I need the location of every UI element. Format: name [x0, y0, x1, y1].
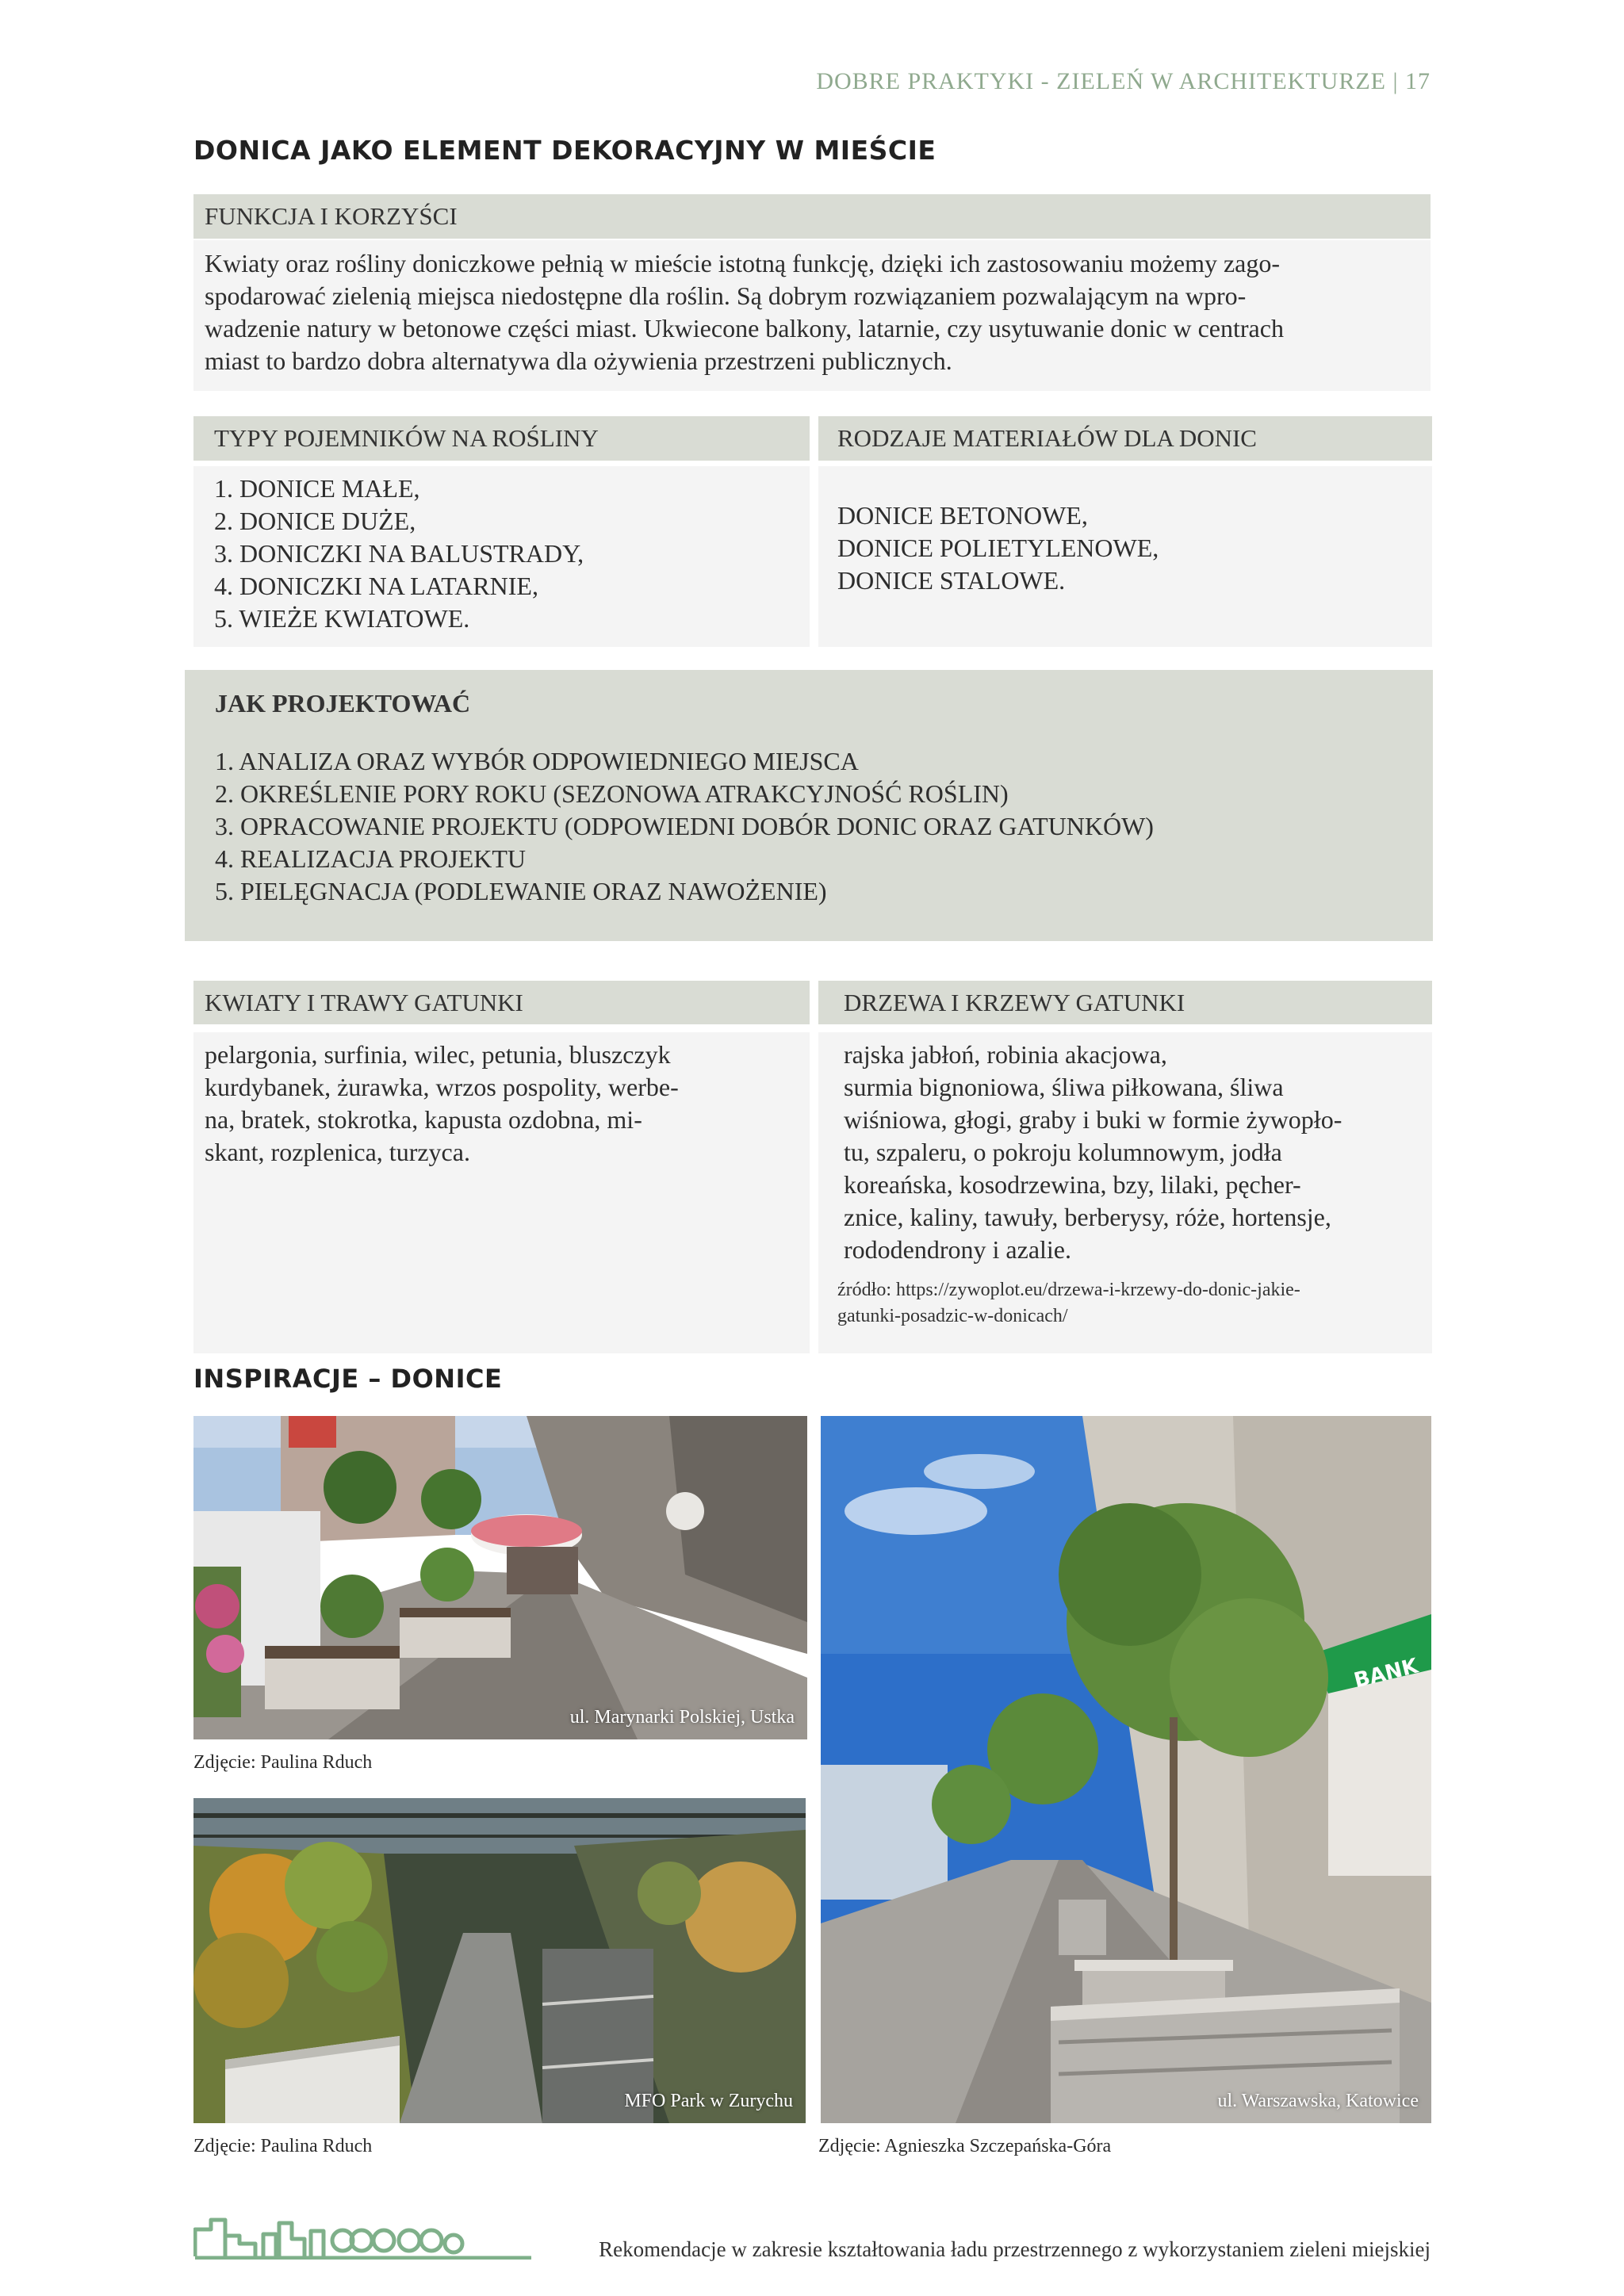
list-item: 5. PIELĘGNACJA (PODLEWANIE ORAZ NAWOŻENIE)	[215, 877, 827, 905]
list-item: 4. DONICZKI NA LATARNIE,	[214, 572, 538, 600]
containers-box	[193, 466, 810, 647]
katowice-image	[821, 1416, 1431, 2123]
function-box	[193, 240, 1431, 391]
trees-line: rododendrony i azalie.	[844, 1235, 1071, 1264]
list-item: DONICE BETONOWE,	[837, 501, 1088, 530]
function-heading-text: FUNKCJA I KORZYŚCI	[205, 202, 458, 230]
flowers-heading-text: KWIATY I TRAWY GATUNKI	[205, 988, 523, 1016]
flowers-box	[193, 1032, 810, 1353]
list-item: 3. DONICZKI NA BALUSTRADY,	[214, 539, 584, 568]
flowers-line: skant, rozplenica, turzyca.	[205, 1138, 470, 1166]
list-item: 2. OKREŚLENIE PORY ROKU (SEZONOWA ATRAKCYJNOŚĆ ROŚLIN)	[215, 779, 1009, 808]
park-image	[193, 1798, 806, 2123]
source-line: źródło: https://zywoplot.eu/drzewa-i-krzewy-do-donic-jakie-	[837, 1280, 1300, 1300]
trees-box	[818, 1032, 1432, 1353]
containers-heading-text: TYPY POJEMNIKÓW NA ROŚLINY	[214, 424, 599, 452]
materials-heading-text: RODZAJE MATERIAŁÓW DLA DONIC	[837, 424, 1257, 452]
list-item: 2. DONICE DUŻE,	[214, 507, 416, 535]
bank-sign-text: BANK	[1351, 1654, 1421, 1693]
footer-logo	[193, 2212, 533, 2260]
street-image	[193, 1416, 807, 1739]
function-line: miast to bardzo dobra alternatywa dla ożywienia przestrzeni publicznych.	[205, 346, 952, 375]
trees-line: wiśniowa, głogi, graby i buki w formie żywopło-	[844, 1105, 1342, 1134]
photo-katowice	[821, 1416, 1431, 2123]
photo-credit: Zdjęcie: Agnieszka Szczepańska-Góra	[818, 2136, 1112, 2156]
flowers-line: na, bratek, stokrotka, kapusta ozdobna, mi-	[205, 1105, 642, 1134]
photo-caption: ul. Warszawska, Katowice	[1217, 2091, 1419, 2111]
trees-line: rajska jabłoń, robinia akacjowa,	[844, 1040, 1167, 1069]
photo-mfo-park	[193, 1798, 806, 2123]
function-heading	[193, 194, 1431, 239]
function-line: wadzenie natury w betonowe części miast. Ukwiecone balkony, latarnie, czy usytuwanie donic w centrach	[205, 314, 1284, 342]
source-line: gatunki-posadzic-w-donicach/	[837, 1306, 1068, 1326]
flowers-heading	[193, 981, 810, 1024]
design-box	[185, 670, 1433, 941]
photo-credit: Zdjęcie: Paulina Rduch	[193, 1752, 373, 1773]
skyline-trees-icon	[193, 2212, 533, 2260]
containers-heading	[193, 416, 810, 461]
trees-line: koreańska, kosodrzewina, bzy, lilaki, pęcher-	[844, 1170, 1301, 1199]
list-item: 3. OPRACOWANIE PROJEKTU (ODPOWIEDNI DOBÓR DONIC ORAZ GATUNKÓW)	[215, 812, 1154, 840]
photo-caption: ul. Marynarki Polskiej, Ustka	[569, 1707, 795, 1728]
photo-caption: MFO Park w Zurychu	[624, 2091, 793, 2111]
design-heading: JAK PROJEKTOWAĆ	[215, 689, 471, 718]
running-header: DOBRE PRAKTYKI - ZIELEŃ W ARCHITEKTURZE | 17	[816, 68, 1431, 94]
flowers-line: pelargonia, surfinia, wilec, petunia, bluszczyk	[205, 1040, 671, 1069]
materials-heading	[818, 416, 1432, 461]
list-item: 5. WIEŻE KWIATOWE.	[214, 604, 470, 633]
footer-text: Rekomendacje w zakresie kształtowania ładu przestrzennego z wykorzystaniem zieleni miejskiej	[599, 2237, 1431, 2261]
photo-ustka	[193, 1416, 807, 1739]
materials-box	[818, 466, 1432, 647]
inspirations-heading: INSPIRACJE – DONICE	[193, 1364, 503, 1394]
trees-line: surmia bignoniowa, śliwa piłkowana, śliwa	[844, 1073, 1284, 1101]
trees-heading-text: DRZEWA I KRZEWY GATUNKI	[844, 988, 1185, 1016]
list-item: 1. DONICE MAŁE,	[214, 474, 420, 503]
page-title: DONICA JAKO ELEMENT DEKORACYJNY W MIEŚCIE	[193, 135, 936, 166]
trees-heading	[818, 981, 1432, 1024]
trees-line: znice, kaliny, tawuły, berberysy, róże, hortensje,	[844, 1203, 1331, 1231]
function-line: spodarować zielenią miejsca niedostępne dla roślin. Są dobrym rozwiązaniem pozwalającym na wpro-	[205, 281, 1247, 310]
list-item: DONICE STALOWE.	[837, 566, 1066, 595]
list-item: 1. ANALIZA ORAZ WYBÓR ODPOWIEDNIEGO MIEJSCA	[215, 747, 859, 775]
list-item: DONICE POLIETYLENOWE,	[837, 534, 1159, 562]
flowers-line: kurdybanek, żurawka, wrzos pospolity, werbe-	[205, 1073, 679, 1101]
list-item: 4. REALIZACJA PROJEKTU	[215, 844, 527, 873]
photo-credit: Zdjęcie: Paulina Rduch	[193, 2136, 373, 2156]
function-line: Kwiaty oraz rośliny doniczkowe pełnią w mieście istotną funkcję, dzięki ich zastosowaniu możemy zago-	[205, 249, 1281, 277]
trees-line: tu, szpaleru, o pokroju kolumnowym, jodła	[844, 1138, 1282, 1166]
